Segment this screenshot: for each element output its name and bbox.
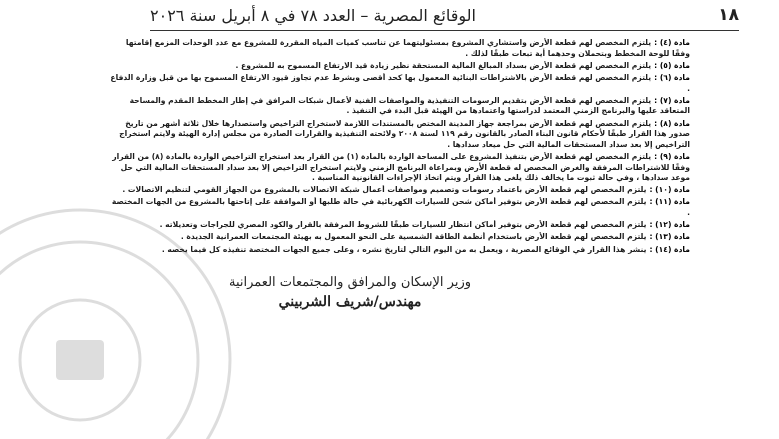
article-text: ينشر هذا القرار في الوقائع المصرية ، ويعمل به من اليوم التالي لتاريخ نشره ، وعلى جميع الجهات المختصة تنفيذه كل فيما يخصه . xyxy=(161,244,647,254)
article-label: مادة (٦) : xyxy=(654,72,690,82)
article-text: يلتزم المخصص لهم قطعة الأرض بالاشتراطات البنائية المعمول بها كحد أقصى وبشرط عدم تجاوز قيود الارتفاع المسموح بها من قبل وزارة الدفاع . xyxy=(110,72,690,93)
article-text: يلتزم المخصص لهم قطعة الأرض بمراجعة جهاز المدينة المختص بالمستندات اللازمة لاستخراج التراخيص واستصدارها خلال ثلاثة أشهر من تاريخ صدور هذا القرار طبقًا لأحكام قانون البناء الصادر بالقانون رقم ١١٩ لسنة ٢٠٠٨ ولائحته التنفيذية والقرارات الصادرة من مجلس إدارة الهيئة ولايتم استخراج التراخيص إلا بعد سداد المستحقات المالية التي حل ميعاد سدادها . xyxy=(119,118,690,149)
article-10 xyxy=(110,185,690,196)
article-text: يلتزم المخصص لهم قطعة الأرض بتنفيذ المشروع على المساحة الواردة بالمادة (١) من القرار بعد استخراج التراخيص الواردة بالمادة (٨) من القرار وفقًا للاشتراطات المرفقة والغرض المخصص له قطعة الأرض وبمراعاة البرنامج الزمني ولايتم استخراج التراخيص إلا بعد سداد المستحقات المالية التي حل موعد سدادها ، وفي حالة ثبوت ما يخالف ذلك يلغى هذا القرار ويتم اتخاذ الإجراءات القانونية المناسبة . xyxy=(112,151,690,183)
articles-list xyxy=(110,38,690,257)
article-text: يلتزم المخصص لهم قطعة الأرض بتوفير أماكن انتظار للسيارات طبقًا للشروط المرفقة بالقرار والكود المصري للجراجات وتعديلاته . xyxy=(159,220,647,230)
article-label: مادة (٩) : xyxy=(654,151,690,161)
article-label: مادة (٧) : xyxy=(654,95,690,105)
article-label: مادة (١١) : xyxy=(649,197,690,207)
article-5 xyxy=(110,61,690,72)
article-8 xyxy=(110,119,690,151)
article-text: يلتزم المخصص لهم قطعة الأرض بتوفير أماكن شحن للسيارات الكهربائية في حالة طلبها أو الموافقة على إتاحتها بالمشروع من الجهات المختصة . xyxy=(111,197,690,218)
page-number: ١٨ xyxy=(718,5,739,25)
article-14 xyxy=(110,245,690,256)
running-title: الوقائع المصرية – العدد ٧٨ في ٨ أبريل سنة ٢٠٢٦ xyxy=(150,5,476,25)
page-header xyxy=(150,4,739,26)
article-9 xyxy=(110,152,690,184)
article-6 xyxy=(110,73,690,94)
article-label: مادة (١٣) : xyxy=(649,232,690,242)
article-label: مادة (١٤) : xyxy=(649,244,690,254)
article-text: يلتزم المخصص لهم قطعة الأرض بتقديم الرسومات التنفيذية والمواصفات الفنية لأعمال شبكات المرافق في إطار المخطط المقدم والمساحة المتعاقد عليها والبرنامج الزمني المعتمد لدراستها واعتمادها من الهيئة قبل البدء في التنفيذ . xyxy=(129,95,690,116)
article-text: يلتزم المخصص لهم قطعة الأرض باعتماد رسومات وتصميم ومواصفات أعمال شبكة الاتصالات بالمشروع من الجهاز القومي لتنظيم الاتصالات . xyxy=(122,185,647,195)
article-label: مادة (٨) : xyxy=(654,118,690,128)
article-text: يلتزم المخصص لهم قطعة الأرض باستخدام أنظمة الطاقة الشمسية على النحو المعمول به بهيئة المجتمعات العمرانية الجديدة . xyxy=(180,232,647,242)
article-text: يلتزم المخصص لهم قطعة الأرض بسداد المبالغ المالية المستحقة نظير زيادة قيد الارتفاع المسموح به للمشروع . xyxy=(235,60,652,70)
article-4 xyxy=(110,38,690,59)
article-11 xyxy=(110,197,690,218)
signer-name: مهندس/شريف الشربيني xyxy=(278,294,422,310)
article-label: مادة (٥) : xyxy=(654,60,690,70)
signer-title: وزير الإسكان والمرافق والمجتمعات العمرانية xyxy=(228,275,471,290)
article-label: مادة (٤) : xyxy=(654,38,690,47)
article-text: يلتزم المخصص لهم قطعة الأرض واستشاري المشروع بمسئوليتهما عن تناسب كميات المياه المقررة للمشروع مع عدد الوحدات المزمع إقامتها وفقًا للوحة المخطط وبتحملان وحدهما أية تبعات طبقًا لذلك . xyxy=(125,38,690,58)
article-13 xyxy=(110,232,690,243)
article-label: مادة (١٢) : xyxy=(649,220,690,230)
article-7 xyxy=(110,96,690,117)
signature-block xyxy=(170,275,530,310)
article-12 xyxy=(110,220,690,231)
article-label: مادة (١٠) : xyxy=(649,185,690,195)
header-rule xyxy=(150,30,739,31)
